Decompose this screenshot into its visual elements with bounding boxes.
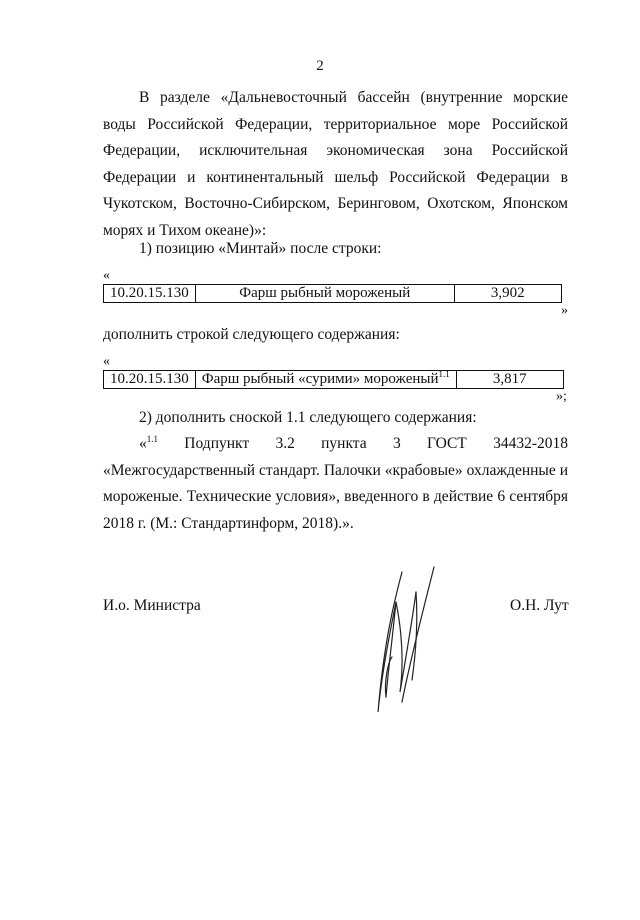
product-name-text: Фарш рыбный «сурими» мороженый [201,371,439,387]
value-cell: 3,902 [454,285,561,303]
okpd-code-cell: 10.20.15.130 [104,371,196,389]
item-2-text: 2) дополнить сноской 1.1 следующего содержания: [139,409,477,426]
product-row-table-1 [103,284,562,303]
quote-open-2: « [103,354,110,369]
product-name-cell: Фарш рыбный мороженый [195,285,454,303]
footnote-text: Подпункт 3.2 пункта 3 ГОСТ 34432-2018 «Межгосударственный стандарт. Палочки «крабовые» охлажденные и мороженые. Технические условия», введенного в действие 6 сентября 2018 г. (М.: Стандартинформ, 2018).». [103,435,568,532]
product-name-cell [195,371,456,389]
item-1-text: 1) позицию «Минтай» после строки: [139,240,382,257]
signer-name: О.Н. Лут [510,597,569,614]
okpd-code-cell: 10.20.15.130 [104,285,196,303]
quote-open-1: « [103,268,110,283]
intro-paragraph: В разделе «Дальневосточный бассейн (внутренние морские воды Российской Федерации, территориальное море Российской Федерации, исключительная экономическая зона Российской Федерации и континентальный шельф Российской Федерации в Чукотском, Восточно-Сибирском, Беринговом, Охотском, Японском морях и Тихом океане)»: [103,89,568,239]
page-number: 2 [316,58,324,74]
quote-close-1: » [561,303,568,318]
supplement-text: дополнить строкой следующего содержания: [103,326,400,343]
footnote-ref: 1.1 [438,369,450,379]
value-cell: 3,817 [456,371,563,389]
quote-close-2: »; [556,389,567,404]
table-row [104,371,564,389]
table-row [104,285,562,303]
signer-title: И.о. Министра [103,597,201,614]
signature-image [372,562,462,727]
footnote-open-quote: « [139,435,147,452]
product-row-table-2 [103,370,564,389]
footnote-paragraph [103,431,568,537]
footnote-marker: 1.1 [146,434,158,444]
